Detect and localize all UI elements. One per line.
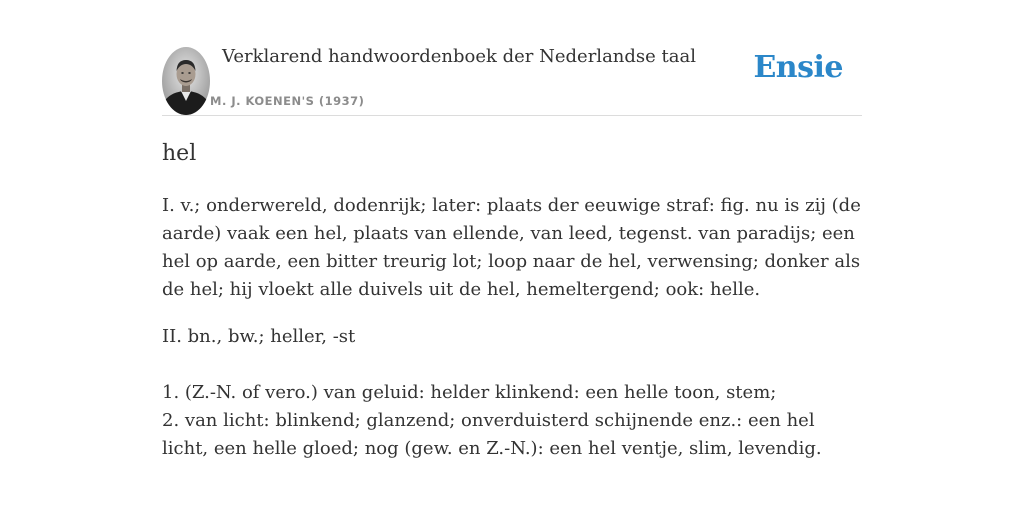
book-author: M. J. KOENEN'S (1937) — [210, 94, 365, 108]
author-portrait — [162, 47, 210, 115]
book-title: Verklarend handwoordenboek der Nederlandse taal — [222, 46, 696, 67]
ensie-logo-link[interactable]: Ensie — [753, 50, 843, 85]
dictionary-header — [162, 0, 862, 116]
page — [162, 0, 862, 459]
definition-paragraph-2: II. bn., bw.; heller, -st — [162, 326, 356, 347]
headword: hel — [162, 141, 197, 166]
sense-item-1: 1. (Z.-N. of vero.) van geluid: helder klinkend: een helle toon, stem; — [162, 382, 777, 403]
definition-paragraph-1: I. v.; onderwereld, dodenrijk; later: plaats der eeuwige straf: fig. nu is zij (de aarde) vaak een hel, plaats van ellende, van leed, tegenst. van paradijs; een hel op aarde, een bitter treurig lot; loop naar de hel, verwensing; donker als de hel; hij vloekt alle duivels uit de hel, hemeltergend; ook: helle. — [162, 195, 861, 300]
sense-list — [162, 379, 862, 463]
sense-item-2: 2. van licht: blinkend; glanzend; onverduisterd schijnende enz.: een hel licht, een helle gloed; nog (gew. en Z.-N.): een hel ventje, slim, levendig. — [162, 410, 822, 459]
